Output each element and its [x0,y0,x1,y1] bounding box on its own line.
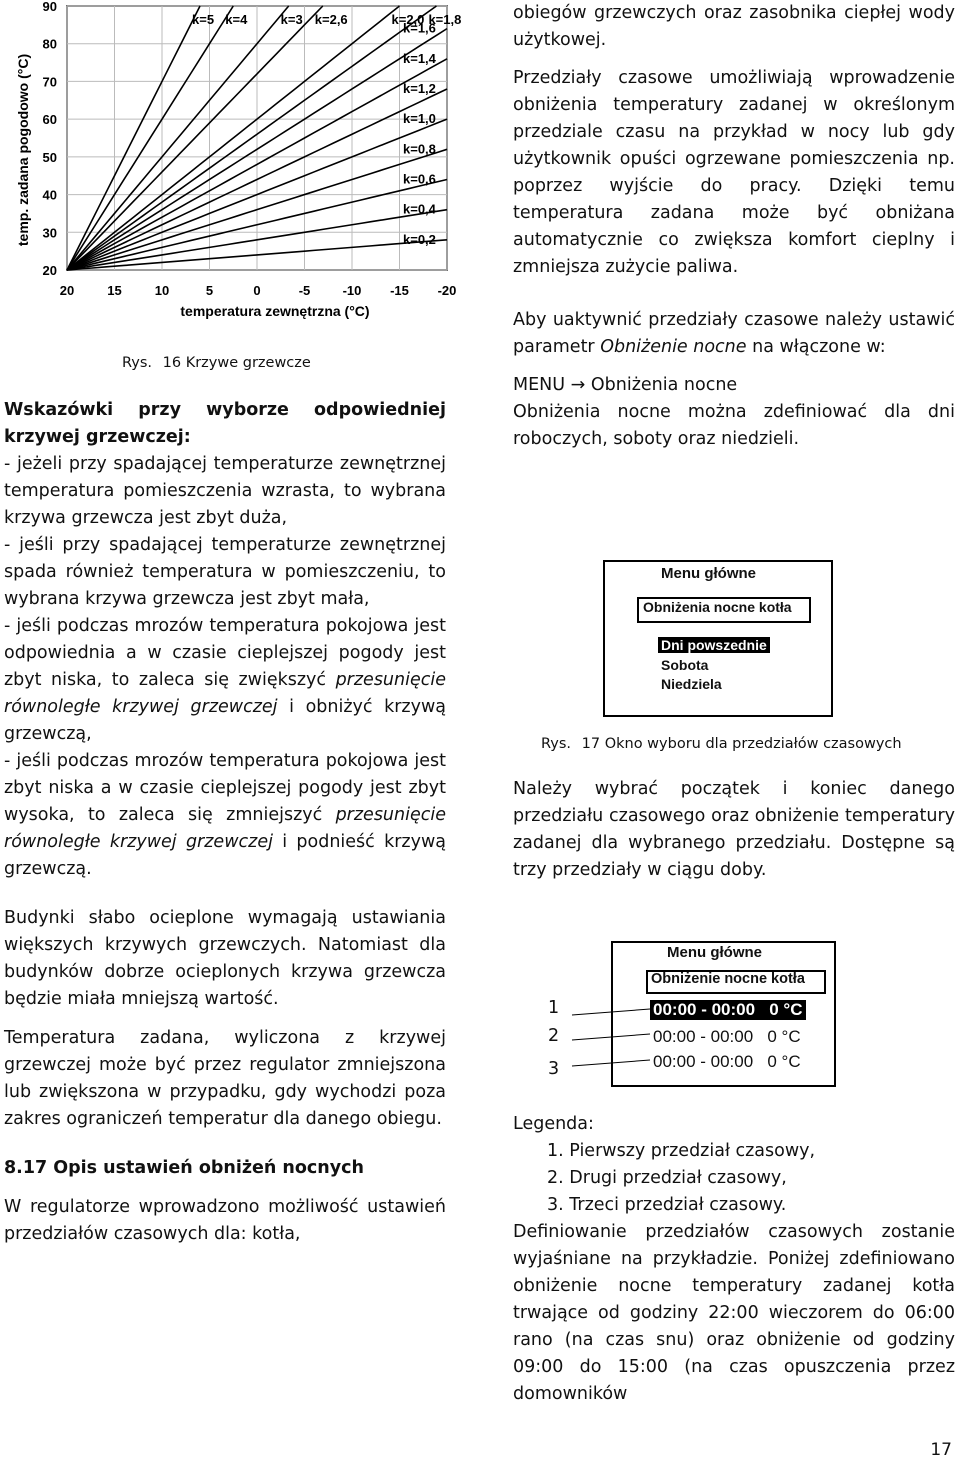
tips-heading: Wskazówki przy wyborze odpowiedniej krzywej grzewczej: [4,400,446,447]
series-label: k=1,2 [403,80,436,96]
callout-2: 2 [548,1026,560,1046]
left-column [4,350,446,1248]
paragraph-days: Obniżenia nocne można zdefiniować dla dni roboczych, soboty oraz niedzieli. [513,402,955,449]
continued-text: obiegów grzewczych oraz zasobnika ciepłej wody użytkowej. [513,3,955,50]
y-tick-label: 60 [42,112,57,128]
right-column [513,0,955,453]
paragraph-choose-interval: Należy wybrać początek i koniec danego przedziału czasowego oraz obniżenie temperatury zadanej dla wybranego przedziału. Dostępne są trzy przedziały w ciągu doby. [513,779,955,880]
y-tick-label: 20 [42,263,57,278]
menu-title: Menu główne [661,565,756,582]
chart-y-axis-label: temp. zadana pogodowo (°C) [15,53,31,247]
legend-number: 1. [547,1141,564,1161]
paragraph-activate [513,307,955,361]
x-tick-label: -5 [298,283,311,298]
menu-path [513,372,955,399]
paragraph-setpoint: Temperatura zadana, wyliczona z krzywej grzewczej może być przez regulator zmniejszona lub zwiększona w przypadku, gdy wychodzi poza zakres ograniczeń temperatur dla danego obiegu. [4,1028,446,1129]
series-label: k=5 [192,12,215,27]
tip-1: - jeżeli przy spadającej temperaturze zewnętrznej temperatura pomieszczenia wzrasta, to wybrana krzywa grzewcza jest zbyt duża, [4,454,446,528]
activate-text-b: na włączone w: [746,337,886,357]
legend-title: Legenda: [513,1114,594,1134]
series-label: k=0,8 [403,141,436,157]
y-tick-label: 30 [42,225,57,241]
submenu-title: Obniżenia nocne kotła [643,599,792,615]
figure-17-caption [541,731,960,758]
menu-title: Menu główne [667,944,762,961]
chart-y-ticks [43,0,57,278]
legend-number: 2. [547,1168,564,1188]
legend-list [513,1138,955,1219]
caption-prefix: Rys. [122,355,153,371]
callout-1: 1 [548,998,560,1018]
series-label: k=2,6 [314,12,348,27]
y-tick-label: 50 [42,149,57,165]
chart-grid [67,6,447,270]
x-tick-label: 0 [253,283,261,298]
series-label: k=3 [280,12,303,27]
callout-3: 3 [548,1059,560,1079]
x-tick-label: 10 [154,283,170,298]
series-label: k=2,0 [391,12,425,27]
menu-item[interactable]: Niedziela [661,676,722,692]
parameter-name: Obniżenie nocne [600,337,747,357]
section-heading: 8.17 Opis ustawień obniżeń nocnych [4,1158,364,1178]
series-label: k=0,6 [403,171,436,187]
legend-text: Pierwszy przedział czasowy, [569,1141,816,1161]
x-tick-label: -10 [342,283,362,298]
tip-3-text-b: i obniżyć krzywą grzewczą, [4,697,447,744]
caption-prefix: Rys. [541,736,572,752]
caption-text: 16 Krzywe grzewcze [162,355,311,371]
tip-3 [4,613,446,748]
x-tick-label: -15 [390,283,409,298]
menu-item[interactable]: Sobota [661,657,709,673]
legend-text: Drugi przedział czasowy, [569,1168,787,1188]
legend-text: Trzeci przedział czasowy. [569,1195,787,1215]
legend-item [513,1165,955,1192]
menu-screen-days [603,560,833,717]
right-column-bottom [513,1111,955,1408]
y-tick-label: 40 [42,187,57,203]
tip-3-text-a: - jeśli podczas mrozów temperatura pokojowa jest odpowiednia a w czasie cieplejszej pogody jest zbyt niska, to zaleca się zwiększyć [4,616,446,690]
tip-4-text-b: i podnieść krzywą grzewczą. [4,832,446,879]
figure-16-caption [4,350,446,377]
legend-number: 3. [547,1195,564,1215]
interval-row[interactable]: 00:00 - 00:00 0 °C [653,1027,801,1046]
x-tick-label: -20 [437,283,457,298]
menu-path-leaf: Obniżenia nocne [590,375,738,395]
tip-2: - jeśli przy spadającej temperaturze zewnętrznej spada również temperatura w pomieszczeniu, to wybrana krzywa grzewcza jest zbyt mała, [4,535,446,609]
series-label: k=0,4 [403,201,436,217]
chart-x-ticks [60,283,457,298]
y-tick-label: 80 [42,36,57,52]
y-tick-label: 70 [42,74,57,90]
legend-item [513,1138,955,1165]
x-tick-label: 15 [107,283,122,298]
y-tick-label: 90 [42,0,57,14]
tip-4-italic: przesunięcie równoległe krzywej grzewczej [4,805,446,852]
menu-item-selected[interactable]: Dni powszednie [658,637,770,653]
chart-x-axis-label: temperatura zewnętrzna (°C) [180,303,370,319]
legend-item [513,1192,955,1219]
paragraph-example: Definiowanie przedziałów czasowych zostanie wyjaśniane na przykładzie. Poniżej zdefiniowano obniżenie nocne temperatury zadanej kotła trwające od godziny 22:00 wieczorem do 06:00 rano (na czas snu) oraz obniżenie od godziny 09:00 do 15:00 (na czas opuszczenia przez domowników [513,1222,955,1404]
series-label: k=1,6 [403,20,436,36]
tip-4-text-a: - jeśli podczas mrozów temperatura pokojowa jest zbyt niska a w czasie cieplejszej pogody jest zbyt wysoka, to zaleca się zmniejszyć [4,751,446,825]
tip-3-italic: przesunięcie równoległe krzywej grzewczej [4,670,446,717]
paragraph-insulation: Budynki słabo ocieplone wymagają ustawiania większych krzywych grzewczych. Natomiast dla budynków dobrze ocieplonych krzywa grzewcza będzie miała mniejszą wartość. [4,908,446,1009]
caption-text: 17 Okno wyboru dla przedziałów czasowych [581,736,902,752]
series-label: k=1,4 [403,50,436,66]
tip-4 [4,748,446,883]
activate-text-a: Aby uaktywnić przedziały czasowe należy ustawić parametr [513,310,955,357]
paragraph-intro: W regulatorze wprowadzono możliwość ustawień przedziałów czasowych dla: kotła, [4,1197,446,1244]
x-tick-label: 5 [205,283,214,298]
arrow-right-icon: → [570,375,586,395]
interval-row-selected[interactable]: 00:00 - 00:00 0 °C [650,1000,806,1020]
submenu-title: Obniżenie nocne kotła [651,971,805,987]
x-tick-label: 20 [59,283,75,298]
series-label: k=1,8 [428,12,462,27]
menu-path-root: MENU [513,375,566,395]
series-label: k=0,2 [403,231,436,247]
right-column-mid [513,776,955,884]
paragraph-intervals: Przedziały czasowe umożliwiają wprowadzenie obniżenia temperatury zadanej w określonym przedziale czasu na przykład w nocy lub gdy użytkownik opuści ogrzewane pomieszczenia np. poprzez wyjście do pracy. Dzięki temu temperatura zadana może być obniżana automatycznie co zwiększa komfort cieplny i zmniejsza zużycie paliwa. [513,68,955,277]
series-label: k=1,0 [403,111,436,127]
page-number: 17 [930,1440,952,1460]
series-label: k=4 [225,12,248,27]
interval-row[interactable]: 00:00 - 00:00 0 °C [653,1052,801,1071]
heating-curves-chart [0,0,470,330]
